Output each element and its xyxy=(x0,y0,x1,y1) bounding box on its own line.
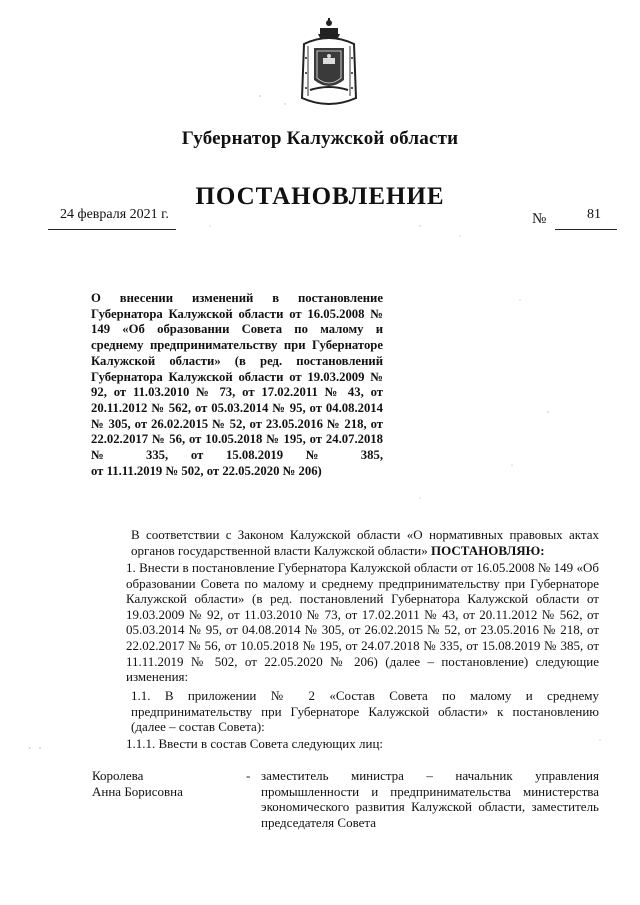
document-subject xyxy=(91,291,383,479)
preamble-paragraph xyxy=(88,527,599,558)
clause-1-1-text: 1.1. В приложении № 2 «Состав Совета по малому и среднему предпринимательству при Губернаторе Калужской области» к постановлению (далее – состав Совета): xyxy=(131,688,599,735)
clause-1-1-1: 1.1.1. Ввести в состав Совета следующих лиц: xyxy=(126,736,384,751)
number-label: № xyxy=(532,211,547,227)
number-underline xyxy=(555,229,617,230)
document-type-heading: ПОСТАНОВЛЕНИЕ xyxy=(195,183,445,210)
resolve-keyword: ПОСТАНОВЛЯЮ: xyxy=(431,542,545,558)
document-number: 81 xyxy=(587,207,601,222)
member-position: заместитель министра – начальник управления промышленности и предпринимательства министерства экономического развития Калужской области, заместитель председателя Совета xyxy=(261,768,599,830)
document-date: 24 февраля 2021 г. xyxy=(60,207,169,222)
coat-of-arms-icon xyxy=(298,18,360,110)
member-name xyxy=(92,768,252,799)
preamble-text: В соответствии с Законом Калужской области «О нормативных правовых актах органов государственной власти Калужской области» xyxy=(131,527,599,558)
date-underline xyxy=(48,229,176,230)
member-dash: - xyxy=(246,768,251,783)
subject-text-last-line: от 11.11.2019 № 502, от 22.05.2020 № 206) xyxy=(91,463,322,478)
subject-text: О внесении изменений в постановление Губернатора Калужской области от 16.05.2008 № 149 «Об образовании Совета по малому и среднему предпринимательству при Губернаторе Калужской области» (в ред. постановлений Губернатора Калужской области от 19.03.2009 № 92, от 11.03.2010 № 73, от 17.02.2011 № 43, от 20.11.2012 № 562, от 05.03.2014 № 95, от 04.08.2014 № 305, от 26.02.2015 № 52, от 23.05.2016 № 218, от 22.02.2017 № 56, от 10.05.2018 № 195, от 24.07.2018 № 335, от 15.08.2019 № 385, xyxy=(91,291,383,463)
member-given-names: Анна Борисовна xyxy=(92,783,183,799)
clause-1-1 xyxy=(88,688,599,735)
clause-1 xyxy=(88,560,599,685)
clause-1-text: 1. Внести в постановление Губернатора Калужской области от 16.05.2008 № 149 «Об образовании Совета по малому и среднему предпринимательству при Губернаторе Калужской области» (в ред. постановлений Губернатора Калужской области от 19.03.2009 № 92, от 11.03.2010 № 73, от 17.02.2011 № 43, от 20.11.2012 № 562, от 05.03.2014 № 95, от 04.08.2014 № 305, от 26.02.2015 № 52, от 23.05.2016 № 218, от 22.02.2017 № 56, от 10.05.2018 № 195, от 24.07.2018 № 335, от 15.08.2019 № 385, от 11.11.2019 № 502, от 22.05.2020 № 206) (далее – постановление) следующие изменения: xyxy=(126,560,599,685)
member-surname: Королева xyxy=(92,768,144,783)
issuer-title: Губернатор Калужской области xyxy=(181,128,459,149)
